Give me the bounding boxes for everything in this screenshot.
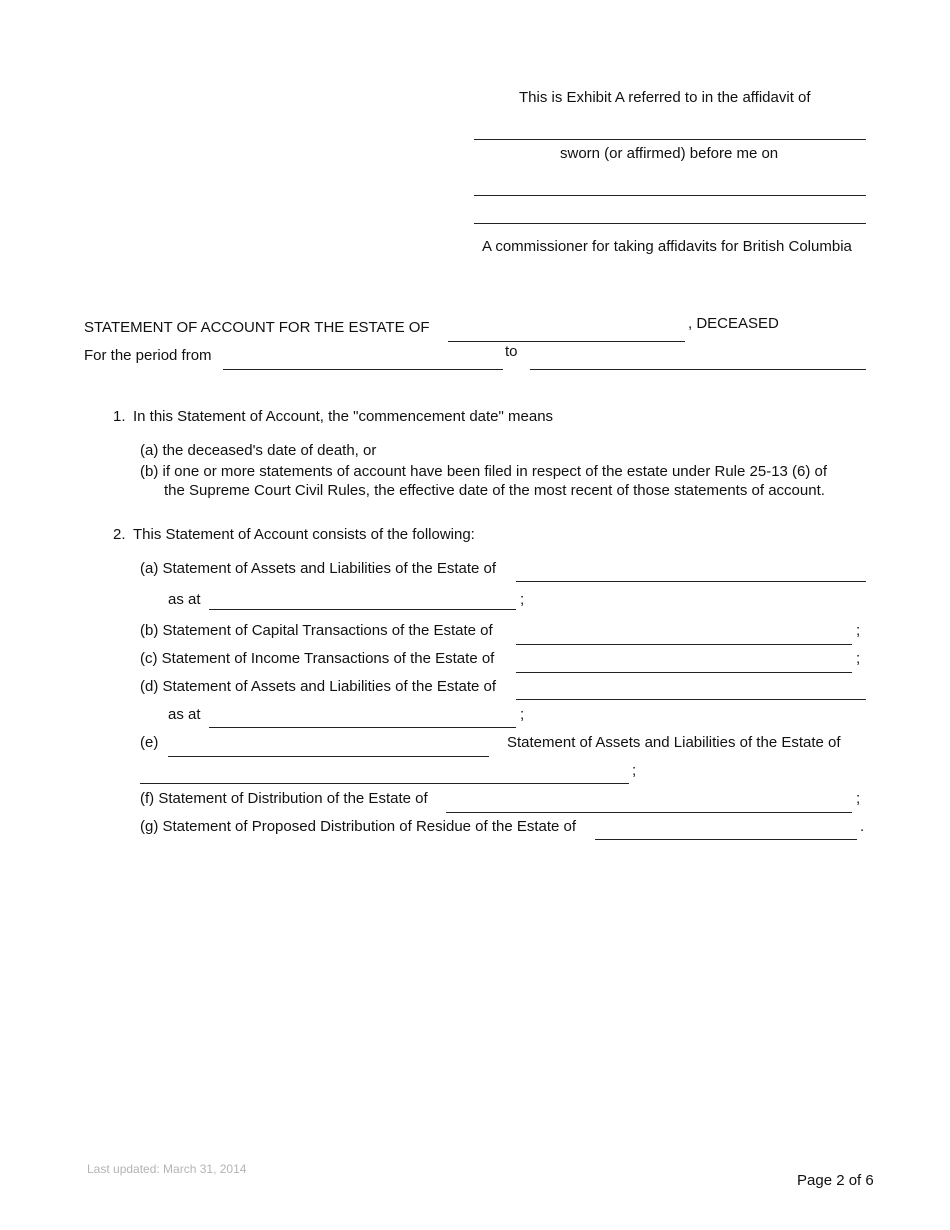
- item-e-semicolon: ;: [632, 762, 637, 779]
- item-a-as-at-field[interactable]: [209, 609, 516, 610]
- section-1-intro: In this Statement of Account, the "commencement date" means: [133, 408, 554, 425]
- section-1-number: 1.: [113, 408, 126, 425]
- item-e-estate-field[interactable]: [140, 783, 629, 784]
- section-1-item-b-line2: the Supreme Court Civil Rules, the effective date of the most recent of those statements of account.: [164, 482, 825, 499]
- last-updated-note: Last updated: March 31, 2014: [87, 1162, 247, 1176]
- exhibit-line-1: This is Exhibit A referred to in the affidavit of: [519, 89, 811, 106]
- section-1-item-b-line1: (b) if one or more statements of account have been filed in respect of the estate under Rule 25-13 (6) of: [140, 463, 828, 480]
- section-2-item-b: (b) Statement of Capital Transactions of the Estate of: [140, 622, 493, 639]
- item-d-estate-field[interactable]: [516, 699, 866, 700]
- section-2-item-g: (g) Statement of Proposed Distribution of Residue of the Estate of: [140, 818, 577, 835]
- section-2-item-d: (d) Statement of Assets and Liabilities of the Estate of: [140, 678, 497, 695]
- sworn-date-field[interactable]: [474, 195, 866, 196]
- section-2-item-c: (c) Statement of Income Transactions of the Estate of: [140, 650, 495, 667]
- item-d-semicolon: ;: [520, 706, 525, 723]
- item-a-estate-field[interactable]: [516, 581, 866, 582]
- item-a-as-at-label: as at: [168, 591, 201, 608]
- section-2-item-a: (a) Statement of Assets and Liabilities of the Estate of: [140, 560, 497, 577]
- section-2-item-e-label: (e): [140, 734, 159, 751]
- item-b-semicolon: ;: [856, 622, 861, 639]
- exhibit-line-2: sworn (or affirmed) before me on: [560, 145, 779, 162]
- period-to-label: to: [505, 343, 518, 360]
- affiant-name-field[interactable]: [474, 139, 866, 140]
- item-e-statement-type-field[interactable]: [168, 756, 489, 757]
- item-f-semicolon: ;: [856, 790, 861, 807]
- statement-title: STATEMENT OF ACCOUNT FOR THE ESTATE OF: [84, 319, 430, 336]
- section-2-item-f: (f) Statement of Distribution of the Estate of: [140, 790, 428, 807]
- commissioner-caption: A commissioner for taking affidavits for British Columbia: [482, 238, 852, 255]
- item-b-estate-field[interactable]: [516, 644, 852, 645]
- section-2-intro: This Statement of Account consists of the following:: [133, 526, 475, 543]
- item-c-semicolon: ;: [856, 650, 861, 667]
- item-g-estate-field[interactable]: [595, 839, 857, 840]
- item-g-period: .: [860, 818, 865, 835]
- period-to-field[interactable]: [530, 369, 866, 370]
- estate-name-field[interactable]: [448, 341, 685, 342]
- commissioner-signature-field[interactable]: [474, 223, 866, 224]
- item-c-estate-field[interactable]: [516, 672, 852, 673]
- section-2-item-e-text: Statement of Assets and Liabilities of the Estate of: [507, 734, 841, 751]
- item-d-as-at-field[interactable]: [209, 727, 516, 728]
- item-d-as-at-label: as at: [168, 706, 201, 723]
- section-1-item-a: (a) the deceased's date of death, or: [140, 442, 377, 459]
- deceased-label: , DECEASED: [688, 315, 779, 332]
- page-number: Page 2 of 6: [797, 1172, 874, 1189]
- item-f-estate-field[interactable]: [446, 812, 852, 813]
- section-2-number: 2.: [113, 526, 126, 543]
- period-from-field[interactable]: [223, 369, 503, 370]
- period-label: For the period from: [84, 347, 212, 364]
- item-a-semicolon: ;: [520, 591, 525, 608]
